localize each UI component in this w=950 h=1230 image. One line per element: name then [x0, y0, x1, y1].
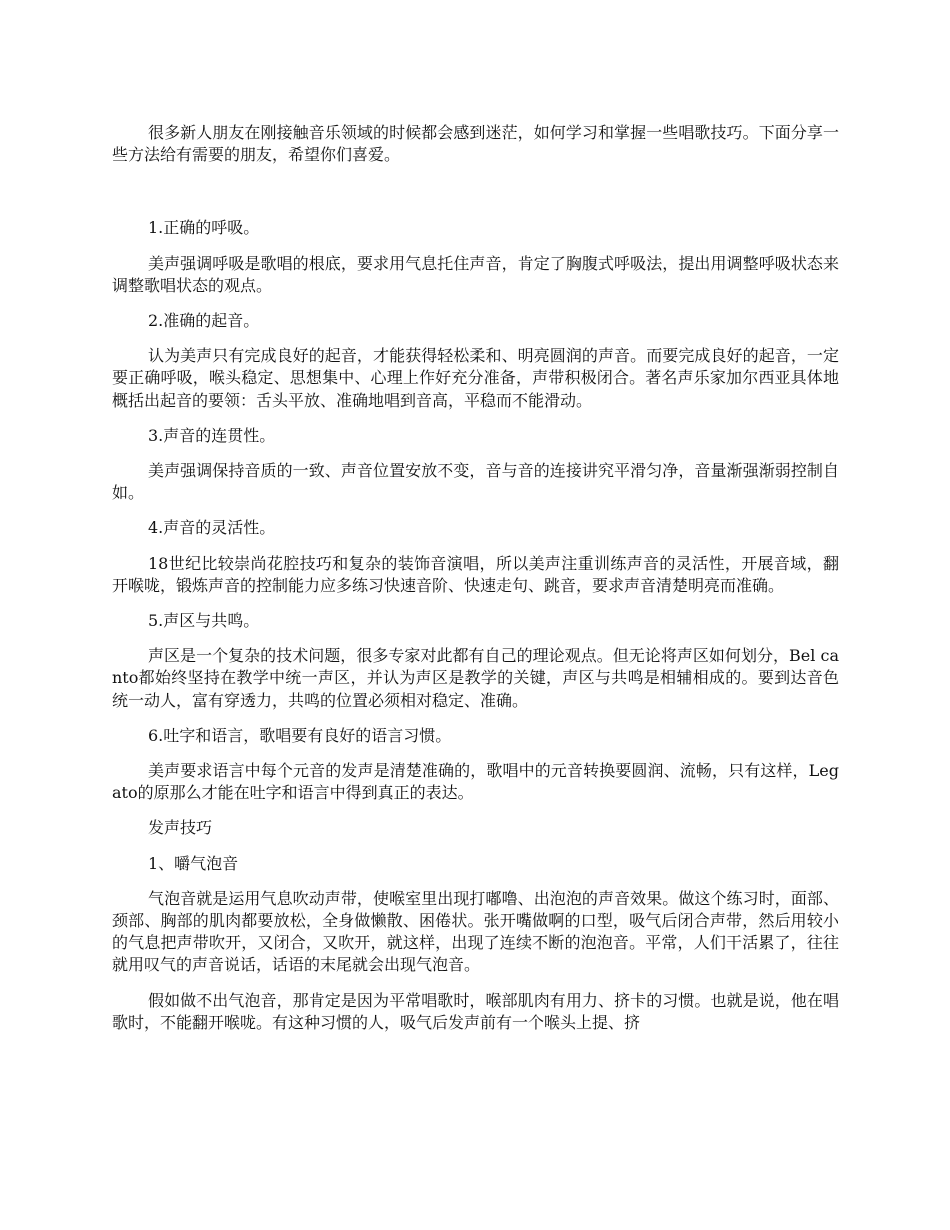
- section-heading-vocal-techniques: 发声技巧: [148, 818, 213, 838]
- body-paragraph: 美声强调呼吸是歌唱的根底，要求用气息托住声音，肯定了胸腹式呼吸法，提出用调整呼吸状态来调整歌唱状态的观点。: [112, 253, 839, 295]
- document-page: [112, 122, 839, 1047]
- body-paragraph: 认为美声只有完成良好的起音，才能获得轻松柔和、明亮圆润的声音。而要完成良好的起音，一定要正确呼吸，喉头稳定、思想集中、心理上作好充分准备，声带积极闭合。著名声乐家加尔西亚具体地概括出起音的要领：舌头平放、准确地唱到音高，平稳而不能滑动。: [112, 346, 839, 410]
- body-paragraph: 18世纪比较崇尚花腔技巧和复杂的装饰音演唱，所以美声注重训练声音的灵活性，开展音域，翻开喉咙，锻炼声音的控制能力应多练习快速音阶、快速走句、跳音，要求声音清楚明亮而准确。: [112, 553, 839, 595]
- section-heading-agility: 4.声音的灵活性。: [148, 518, 276, 538]
- body-paragraph: 美声要求语言中每个元音的发声是清楚准确的，歌唱中的元音转换要圆润、流畅，只有这样，Legato的原那么才能在吐字和语言中得到真正的表达。: [112, 761, 839, 803]
- section-heading-onset: 2.准确的起音。: [148, 311, 260, 331]
- intro-paragraph: 很多新人朋友在刚接触音乐领域的时候都会感到迷茫，如何学习和掌握一些唱歌技巧。下面分享一些方法给有需要的朋友，希望你们喜爱。: [112, 123, 839, 165]
- body-paragraph: 气泡音就是运用气息吹动声带，使喉室里出现打嘟噜、出泡泡的声音效果。做这个练习时，面部、颈部、胸部的肌肉都要放松，全身做懒散、困倦状。张开嘴做啊的口型，吸气后闭合声带，然后用较小的气息把声带吹开，又闭合，又吹开，就这样，出现了连续不断的泡泡音。平常，人们干活累了，往往就用叹气的声音说话，话语的末尾就会出现气泡音。: [112, 888, 839, 975]
- section-heading-breathing: 1.正确的呼吸。: [148, 218, 260, 238]
- body-paragraph: 声区是一个复杂的技术问题，很多专家对此都有自己的理论观点。但无论将声区如何划分，Bel canto都始终坚持在教学中统一声区，并认为声区是教学的关键，声区与共鸣是相辅相成的。要到达音色统一动人，富有穿透力，共鸣的位置必须相对稳定、准确。: [112, 646, 839, 710]
- section-heading-legato: 3.声音的连贯性。: [148, 425, 276, 445]
- section-heading-diction: 6.吐字和语言，歌唱要有良好的语言习惯。: [148, 725, 452, 745]
- body-paragraph: 假如做不出气泡音，那肯定是因为平常唱歌时，喉部肌肉有用力、挤卡的习惯。也就是说，他在唱歌时，不能翻开喉咙。有这种习惯的人，吸气后发声前有一个喉头上提、挤: [112, 990, 839, 1032]
- section-heading-registers: 5.声区与共鸣。: [148, 611, 260, 631]
- body-paragraph: 美声强调保持音质的一致、声音位置安放不变，音与音的连接讲究平滑匀净，音量渐强渐弱控制自如。: [112, 461, 839, 503]
- subsection-heading-vocal-fry: 1、嚼气泡音: [148, 853, 239, 873]
